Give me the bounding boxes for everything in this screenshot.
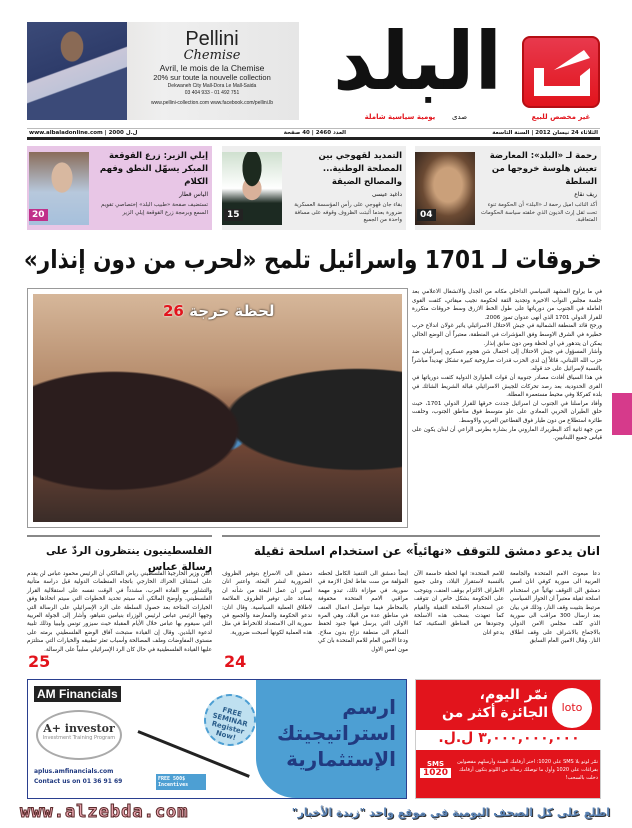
am-brand: AM Financials [34, 686, 121, 702]
loto-amount: ٣,٠٠٠,٠٠٠,٠٠٠ ل.ل. [416, 730, 602, 750]
page-number: 15 [224, 209, 243, 221]
photo-frame[interactable] [27, 288, 408, 528]
aplus-logo [36, 710, 122, 760]
logo-slogan: غير مخصص للبيع [531, 113, 591, 121]
story-left-text: أعلن وزير الخارجية الفلسطيني رياض المالكي أن الرئيس محمود عباس لن يقدم على استئناف الحراك الخارجي باتجاه المنظمات الدولية قبل دراسة متأنية والتشاور مع القادة العرب، مشدداً في الوقت نفسه على استقلالية القرار الفلسطيني. وأوضح المالكي أنه سيتم تحديد الخطوات التي سيتم اتخاذها وفق الخيارات المتاحة بعد حصول السلطة على الرد الإسرائيلي على الرسالة التي وجهها الرئيس عباس لرئيس الوزراء بنيامين نتنياهو، وأشار إلى الجولة العربية التي سيقوم بها عباس خلال الأيام المقبلة حيث سيزور تونس وليبيا وذلك تلبية لدعوة البلدين. وقال إن القيادة ستبحث آفاق الوضع الفلسطيني برمته على مستوى المفاوضات وملف المصالحة وأسباب تعثر تطبيقه والخيارات التي ستلتزم عليها القيادة الفلسطينية في حال كان الرد الإسرائيلي سلبياً على الرسالة. [27, 571, 212, 653]
photo-caption-text: لحظة حرجة [189, 302, 275, 320]
site-url[interactable]: www.albaladonline.com [29, 130, 103, 136]
lead-paragraph: في هذا السياق أفادت مصادر جنوبية أن قوات الطوارئ الدولية كثفت دورياتها في القرى الحدودية، بعد رصد تحركات للجيش الاسرائيلي قبالة الشريط الشائك في بلدة كفركلا وفي محيط مستعمرة المطلة. [412, 374, 602, 399]
am-web[interactable]: aplus.amfinancials.com [34, 768, 114, 775]
date: الثلاثاء 24 نيسان 2012 [535, 130, 598, 136]
ad-arabic-line: الإستثمارية [286, 747, 396, 771]
ad-arabic-line: ارسم [342, 695, 396, 719]
year: السنة التاسعة [492, 130, 530, 136]
teaser-rahme[interactable] [415, 146, 601, 230]
loto-line1: نمّر اليوم، [479, 687, 548, 703]
sms-text: SMS [427, 760, 445, 768]
teaser-photo [222, 152, 282, 225]
masthead-sada: صدى [452, 113, 468, 121]
story-left-page: 25 [28, 652, 51, 671]
ad-arabic-line: استراتيجيتك [276, 721, 396, 745]
main-headline[interactable]: خروقات لـ 1701 واسرائيل تلمح «لحرب من دون إنذار» [24, 245, 602, 274]
alzebda-url[interactable]: www.alzebda.com [20, 802, 189, 822]
loto-small-text: نمّر لوتو بلا SMS على 1020: اختر أرقامك الستة وأرسلهم مفصولين بفراغات على 1020 وأول ما توصلك رسالة من اللوتو بتكون أرقامك دخلت بالسحب! [457, 759, 598, 781]
story-right-col: للامم المتحدة: انها لحظة حاسمة الآن بالنسبة لاستقرار البلاد، وعلى جميع الاطراف الالتزام بوقف العنف، ويتوجب على الحكومة بشكل خاص ان تتوقف عن استخدام الاسلحة الثقيلة والقيام كما تعهدت بسحب هذه الاسلحة وجنودها من المناطق السكنية، كما يدعو انان [414, 571, 504, 636]
incentive-arrow: FREE 500$ Incentives [156, 774, 206, 790]
photo-caption [163, 302, 275, 320]
teaser-title: رحمة لـ «البلد»: المعارضة تعيش هلوسة خروجها من السلطة [489, 151, 597, 187]
ad-blue-panel [256, 680, 406, 798]
teaser-photo [415, 152, 475, 225]
teaser-text: بقاء جان قهوجي على رأس المؤسسة العسكرية ضرورة بعدما أثبتت الظروف وقوفه على مسافة واحدة من الجميع [294, 202, 402, 223]
loto-logo: loto [552, 688, 592, 728]
sms-code: 1020 [420, 768, 451, 778]
teaser-title: إيلي الزير: زرع القوقعة المبكر يسهّل النطق وفهم الكلام [99, 151, 208, 187]
ad-line2: 20% sur toute la nouvelle collection [153, 73, 271, 82]
teaser-text: تستضيف صفحة «طبيب البلد» إختصاصي تقويم السمع وبرمجة زرع القوقعة إيلي الزير [101, 202, 208, 216]
page-number: 04 [417, 209, 436, 221]
ad-text [127, 28, 297, 107]
lead-paragraph: ورجح قائد المنطقة الشمالية في جيش الاحتلال الاسرائيلي يائير غولان اندلاع حرب خطيرة في الشرق الاوسط وفق المؤشرات في المنطقة، معتبراً أن الوضع الحالي يمكن ان يتدهور في اي لحظة ومن دون سابق إنذار. [412, 323, 602, 347]
issue: العدد 2460 [315, 130, 347, 136]
lead-article [412, 288, 602, 443]
ad-model-photo [27, 22, 127, 120]
logo-icon [522, 36, 600, 108]
teaser-author: ريف نقاع [574, 191, 597, 198]
program-sub: Investment Training Program [42, 735, 116, 741]
divider [222, 535, 600, 537]
price: 2000 ل.ل [108, 130, 138, 136]
pages: 40 صفحة [283, 130, 310, 136]
alzebda-text: اطلع على كل الصحف اليومية في موقع واحد "زبدة الأخبار" [291, 805, 610, 819]
masthead-title: البلد [333, 15, 502, 108]
teaser-text: أكد النائب اميل رحمة لـ «البلد» أن الحكومة تنوء تحت ثقل إرث الديون الذي خلفته سياسة الحكومات المتعاقبة. [480, 202, 597, 223]
sms-label [420, 760, 451, 778]
info-bar: www.albaladonline.com | 2000 ل.ل العدد 2460 | 40 صفحة الثلاثاء 24 نيسان 2012 | السنة التاسعة [27, 128, 600, 140]
lead-paragraph: من جهة ثانية أكد البطريرك الماروني مار بشارة بطرس الراعي أن لبنان يكون على قياس جميع اللبنانيين. [412, 426, 602, 442]
teaser-photo [29, 152, 89, 225]
section-tab[interactable] [612, 393, 632, 435]
teaser-title: التمديد لقهوجي بين المصلحة الوطنية... والمصالح الضيقة [318, 151, 402, 187]
loto-line2: الجائزة أكثر من [441, 705, 548, 721]
program-name: A+ investor [43, 722, 115, 735]
page-number: 20 [29, 209, 48, 221]
story-right-col: دمشق الى الاسراع بتوفير الظروف الضرورية لنشر البعثة، واعتبر انان امس ان عمل البعثة من شأنه ان يساعد على توفير الظروف الملائمة لاطلاق العملية السياسية. وقال انان: ندعو الحكومة والمعارضة والجميع في سورية الى الاستعداد للانخراط في مثل هذه العملية لكونها أصبحت ضرورية. [222, 571, 312, 636]
story-right-title[interactable]: انان يدعو دمشق للتوقف «نهائياً» عن استخدام اسلحة ثقيلة [253, 544, 600, 558]
seminar-badge[interactable]: FREE SEMINAR Register Now! [198, 688, 262, 752]
story-right-col: ايضاً دمشق الى التنفيذ الكامل لخطته المؤلفة من ست نقاط لحل الازمة في سورية. في موازاة ذلك، تبدو مهمة مراقبي الامم المتحدة محفوفة بالمخاطر فيما تتواصل اعمال العنف في مناطق عدة من البلاد، وهي المرة الاولى التي يرسل فيها جنود لحفظ السلام الى منطقة نزاع بدون سلاح. ودعا الامين العام للامم المتحدة بان كي مون امس الاول [318, 571, 408, 653]
alzebda-banner[interactable] [20, 800, 610, 824]
teaser-zir[interactable] [27, 146, 212, 230]
ad-web: www.pellini-collection.com www.facebook.com/pellini.lb [151, 100, 273, 106]
teaser-author: الياس قطار [179, 191, 208, 198]
divider [27, 535, 212, 537]
story-left-title[interactable]: الفلسطينيون ينتظرون الردّ على رسالة عباس [46, 545, 212, 573]
ad-phones: 03 404 933 - 01 492 751 [184, 90, 240, 96]
ad-brand: Pellini [185, 28, 239, 50]
photo-page: 26 [163, 302, 184, 320]
amfinancials-ad[interactable] [27, 679, 407, 799]
lead-paragraph: وأفاد مراسلنا في الجنوب ان اسرائيل جددت خرقها للقرار الدولي 1701، حيث حلق الطيران الحربي المعادي على علو متوسط فوق مناطق الجنوب، وحلقت طائرة استطلاع من دون طيار فوق القطاعين الغربي والاوسط. [412, 400, 602, 424]
headline-container [22, 240, 604, 280]
lead-paragraph: في ما يراوح المشهد السياسي الداخلي مكانه من الجدل والانشغال الاعلامي بعد جلسة مجلس النواب الاخيرة وتجديد الثقة لحكومة نجيب ميقاتي، كثفت القوى العاملة في الجنوب من دورياتها على طول الخط الازرق وسط خروقات متكررة للقرار الدولي 1701 الذي أنهى عدوان تموز 2006. [412, 289, 602, 321]
ad-sub: Chemise [183, 48, 241, 63]
masthead-tagline: يومية سياسية شاملة [364, 113, 436, 121]
ad-address: Dekwaneh City Mall-Dora Le Mall-Saida [167, 83, 257, 89]
am-contact: Contact us on 01 36 91 69 [34, 778, 123, 785]
teaser-author: داغيد عيسى [371, 191, 402, 198]
ad-line1: Avril, le mois de la Chemise [159, 63, 265, 73]
teaser-kahwagi[interactable] [222, 146, 406, 230]
story-right-col: دعا مبعوث الامم المتحدة والجامعة العربية الى سورية كوفي انان امس دمشق الى التوقف نهائياً عن استخدام اسلحة ثقيلة معتبراً ان الحوار السياسي مرتبط بتثبيت وقف النار، وذلك في بيان بعد ارسال 300 مراقب الى سورية الذي كلف مجلس الامن الدولي بالاجماع بالاشراف على وقف اطلاق النار. وقال الامين العام السابق [510, 571, 600, 645]
loto-ad[interactable] [415, 679, 601, 799]
pellini-ad[interactable] [27, 22, 299, 120]
story-right-page: 24 [224, 652, 247, 671]
lead-paragraph: وأشار المسؤول في جيش الاحتلال إلى احتمال شن هجوم عسكري إسرائيلي ضد حزب الله اللبناني، قائلاً إن لدى الحزب قدرات صاروخية كبيرة تشكل تهديداً مباشراً بالنسبة لإسرائيل على حد قوله. [412, 349, 602, 373]
news-photo [33, 294, 402, 522]
